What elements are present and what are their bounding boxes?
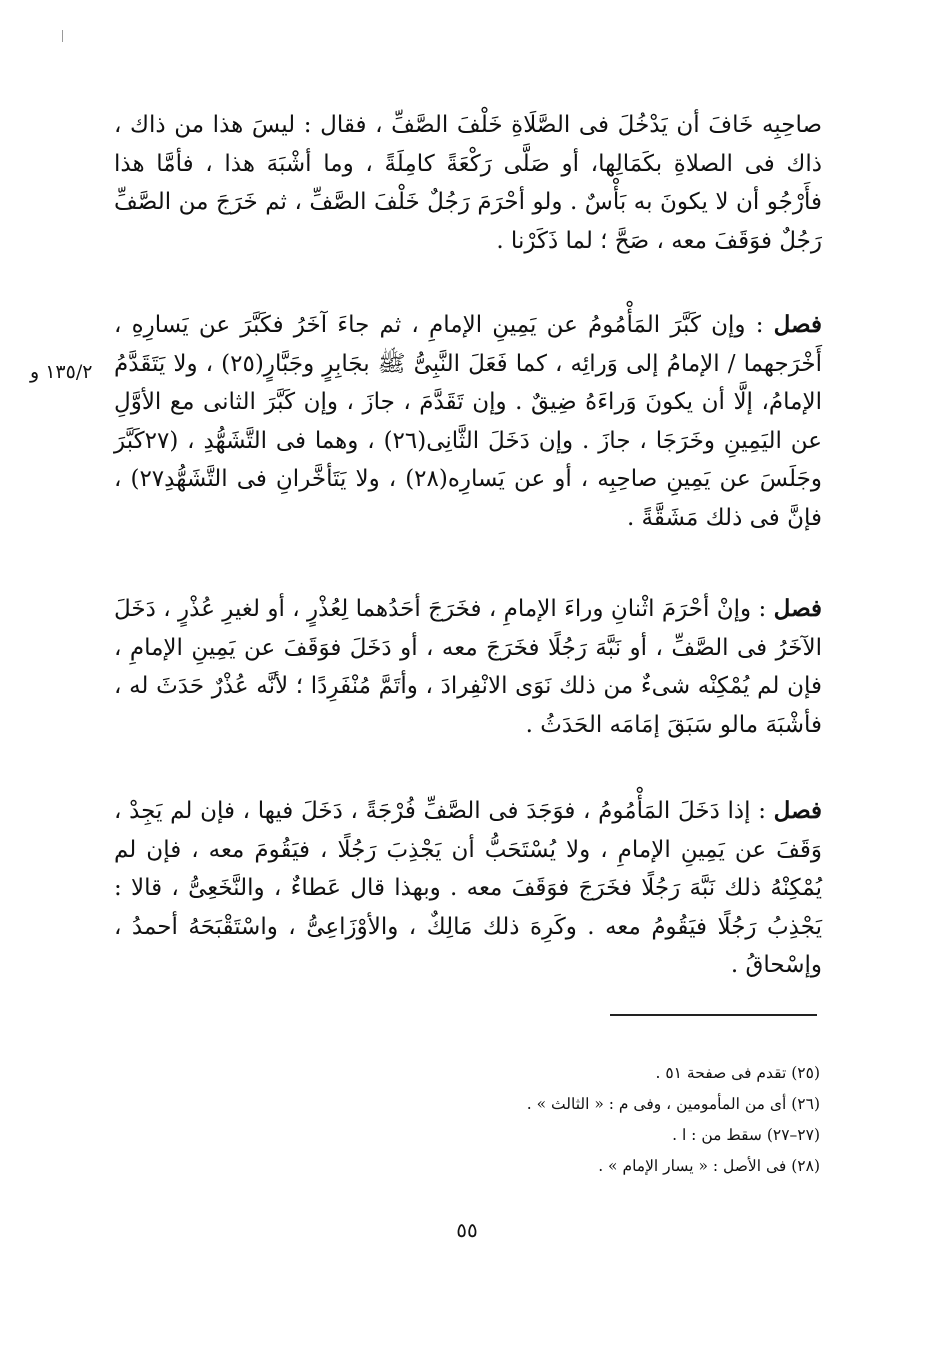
footnote-25: (٢٥) تقدم فى صفحة ٥١ . <box>655 1064 820 1082</box>
paragraph-text: : وإنْ أحْرَمَ اثْنانِ وراءَ الإمامِ ، فخَرَجَ أحَدُهما لِعُذْرٍ ، أو لغيرِ عُذْرٍ ، دَخَلَ الآخَرُ فى الصَّفِّ ، أو نَبَّهَ رَجُلًا فخَرَجَ معه ، أو دَخَلَ فوَقَفَ عن يَمِينِ الإمامِ ، فإن لم يُمْكِنْه شىءٌ من ذلك نَوَى الانْفِرادَ ، وأتَمَّ مُنْفَرِدًا ؛ لأنَّه عُذْرٌ حَدَثَ له ، فأشْبَهَ مالو سَبَقَ إمَامَه الحَدَثُ . <box>114 596 822 738</box>
paragraph-heading: فصل <box>773 311 822 338</box>
paragraph-4 <box>114 792 822 985</box>
paragraph-heading: فصل <box>773 797 823 824</box>
paragraph-heading: فصل <box>773 595 823 622</box>
margin-folio-reference: ١٣٥/٢ و <box>30 361 93 383</box>
footnote-divider <box>610 1014 817 1016</box>
scan-mark <box>62 30 63 42</box>
paragraph-1 <box>114 106 822 260</box>
footnotes <box>220 1058 820 1182</box>
footnote-26: (٢٦) أى من المأمومين ، وفى م : « الثالث » . <box>526 1095 820 1113</box>
paragraph-2 <box>114 306 822 537</box>
paragraph-3 <box>114 590 822 744</box>
page-number: ٥٥ <box>456 1218 478 1242</box>
footnote-28: (٢٨) فى الأصل : « يسار الإمام » . <box>598 1157 820 1175</box>
paragraph-text: صاحِبِه خَافَ أن يَدْخُلَ فى الصَّلَاةِ خَلْفَ الصَّفِّ ، فقال : ليسَ هذا من ذاك ، ذاك فى الصلاةِ بكَمَالِها، أو صَلَّى رَكْعَةً كامِلَةً ، وما أشْبَهَ هذا ، فأمَّا هذا فأَرْجُو أن لا يكونَ به بَأْسٌ . ولو أحْرَمَ رَجُلٌ خَلْفَ الصَّفِّ ، ثم خَرَجَ من الصَّفِّ رَجُلٌ فوَقَفَ معه ، صَحَّ ؛ لما ذَكَرْنا . <box>114 112 822 254</box>
footnote-27: (٢٧–٢٧) سقط من : ا . <box>672 1126 820 1144</box>
paragraph-text: : وإن كَبَّرَ المَأْمُومُ عن يَمِينِ الإمامِ ، ثم جاءَ آخَرُ فكَبَّرَ عن يَسارِهِ ، أَخْرَجهما / الإمامُ إلى وَرائِه ، كما فَعَلَ النَّبِىُّ ﷺ بجَابِرٍ وجَبَّارٍ(٢٥) ، ولا يَتَقَدَّمُ الإمامُ، إلَّا أن يكونَ وَراءَهُ ضِيقٌ . وإن تَقَدَّمَ ، جازَ ، وإن كَبَّرَ الثانى مع الأوَّلِ عن اليَمِينِ وخَرَجَا ، جازَ . وإن دَخَلَ الثَّانِى(٢٦) ، وهما فى التَّشَهُّدِ ، (٢٧كَبَّرَ وجَلَسَ عن يَمِينِ صاحِبِه ، أو عن يَسارِه(٢٨) ، ولا يَتَأخَّرانِ فى التَّشَهُّدِ٢٧) ، فإنَّ فى ذلك مَشَقَّةً . <box>114 312 823 531</box>
paragraph-text: : إذا دَخَلَ المَأْمُومُ ، فوَجَدَ فى الصَّفِّ فُرْجَةً ، دَخَلَ فيها ، فإن لم يَجِدْ ، وَقَفَ عن يَمِينِ الإمامِ ، ولا يُسْتَحَبُّ أن يَجْذِبَ رَجُلًا ، فيَقُومَ معه ، فإن لم يُمْكِنْهُ ذلك نَبَّهَ رَجُلًا فخَرَجَ فوَقَفَ معه . وبهذا قال عَطاءٌ ، والنَّخَعِىُّ ، قالا : يَجْذِبُ رَجُلًا فيَقُومُ معه . وكَرِهَ ذلك مَالِكٌ ، والأوْزَاعِىُّ ، واسْتَقْبَحَهُ أحمدُ ، وإسْحاقُ . <box>114 798 822 978</box>
